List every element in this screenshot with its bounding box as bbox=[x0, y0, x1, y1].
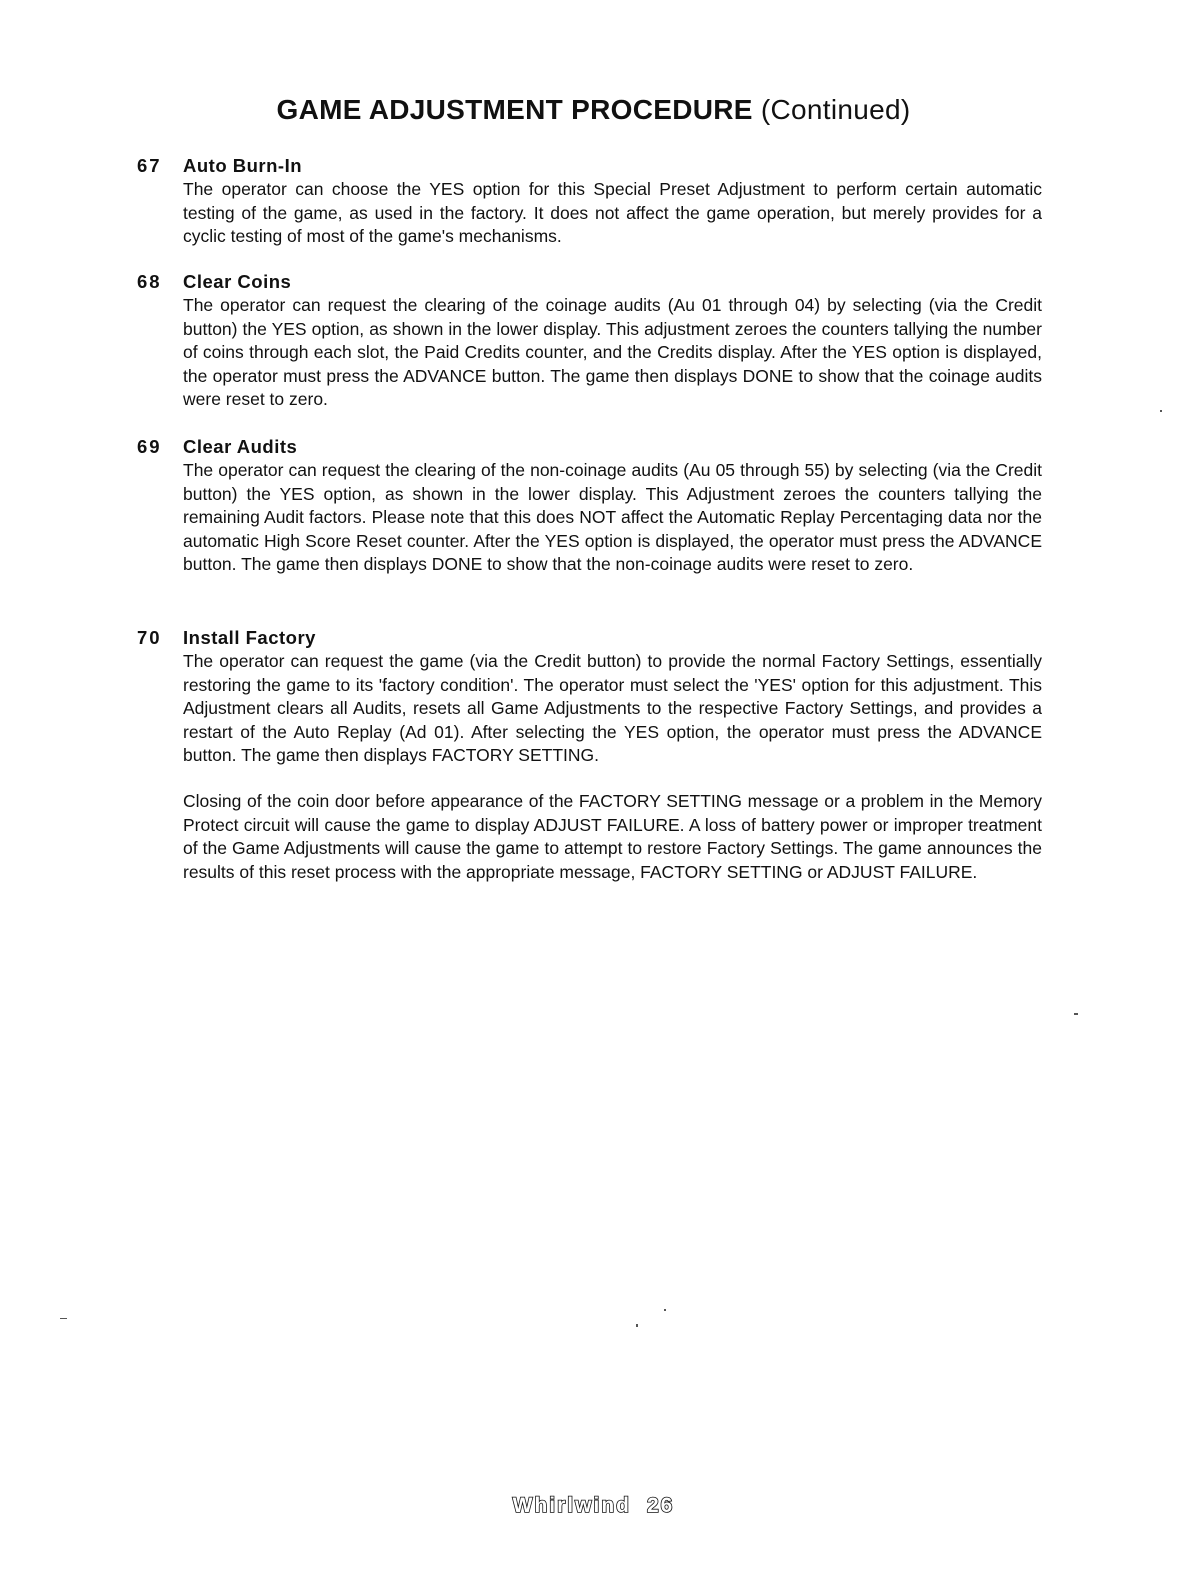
page-title bbox=[0, 92, 1187, 128]
section-heading bbox=[137, 154, 1042, 178]
section-heading bbox=[137, 270, 1042, 294]
scan-speck bbox=[664, 1309, 666, 1311]
section-68 bbox=[137, 270, 1042, 412]
section-title: Clear Audits bbox=[183, 436, 298, 457]
section-paragraph: The operator can request the clearing of the coinage audits (Au 01 through 04) by selecting (via the Credit button) the YES option, as shown in the lower display. This adjustment zeroes the counters tallying the number of coins through each slot, the Paid Credits counter, and the Credits display. After the YES option is displayed, the operator must press the ADVANCE button. The game then displays DONE to show that the coinage audits were reset to zero. bbox=[183, 295, 1042, 410]
section-number: 68 bbox=[137, 271, 162, 292]
page-title-main: GAME ADJUSTMENT PROCEDURE bbox=[276, 94, 753, 125]
section-number: 67 bbox=[137, 155, 162, 176]
section-paragraph: The operator can request the game (via the Credit button) to provide the normal Factory Settings, essentially restoring the game to its 'factory condition'. The operator must select the 'YES' option for this adjustment. This Adjustment clears all Audits, resets all Game Adjustments to the respective Factory Settings, and provides a restart of the Auto Replay (Ad 01). After selecting the YES option, the operator must press the ADVANCE button. The game then displays FACTORY SETTING. bbox=[183, 651, 1042, 766]
footer-game-name: Whirlwind bbox=[512, 1494, 631, 1517]
section-title: Clear Coins bbox=[183, 271, 292, 292]
section-paragraph: The operator can request the clearing of the non-coinage audits (Au 05 through 55) by selecting (via the Credit button) the YES option, as shown in the lower display. This Adjustment zeroes the counters tallying the remaining Audit factors. Please note that this does NOT affect the Automatic Replay Percentaging data nor the automatic High Score Reset counter. After the YES option is displayed, the operator must press the ADVANCE button. The game then displays DONE to show that the non-coinage audits were reset to zero. bbox=[183, 460, 1042, 575]
page-title-continued: (Continued) bbox=[760, 94, 911, 125]
section-70 bbox=[137, 626, 1042, 884]
page-footer bbox=[0, 1494, 1187, 1518]
section-paragraph: Closing of the coin door before appearance of the FACTORY SETTING message or a problem in the Memory Protect circuit will cause the game to display ADJUST FAILURE. A loss of battery power or improper treatment of the Game Adjustments will cause the game to attempt to restore Factory Settings. The game announces the results of this reset process with the appropriate message, FACTORY SETTING or ADJUST FAILURE. bbox=[183, 790, 1042, 882]
section-heading bbox=[137, 435, 1042, 459]
scan-speck bbox=[1160, 410, 1162, 412]
scan-speck bbox=[60, 1318, 67, 1319]
section-title: Auto Burn-In bbox=[183, 155, 303, 176]
scan-speck bbox=[636, 1324, 638, 1327]
footer-page-number: 26 bbox=[646, 1494, 675, 1517]
section-number: 70 bbox=[137, 627, 162, 648]
section-67 bbox=[137, 154, 1042, 249]
scan-speck bbox=[1074, 1013, 1078, 1015]
section-paragraph: The operator can choose the YES option for this Special Preset Adjustment to perform certain automatic testing of the game, as used in the factory. It does not affect the game operation, but merely provides for a cyclic testing of most of the game's mechanisms. bbox=[183, 179, 1042, 247]
section-number: 69 bbox=[137, 436, 162, 457]
section-heading bbox=[137, 626, 1042, 650]
section-69 bbox=[137, 435, 1042, 577]
section-title: Install Factory bbox=[183, 627, 316, 648]
